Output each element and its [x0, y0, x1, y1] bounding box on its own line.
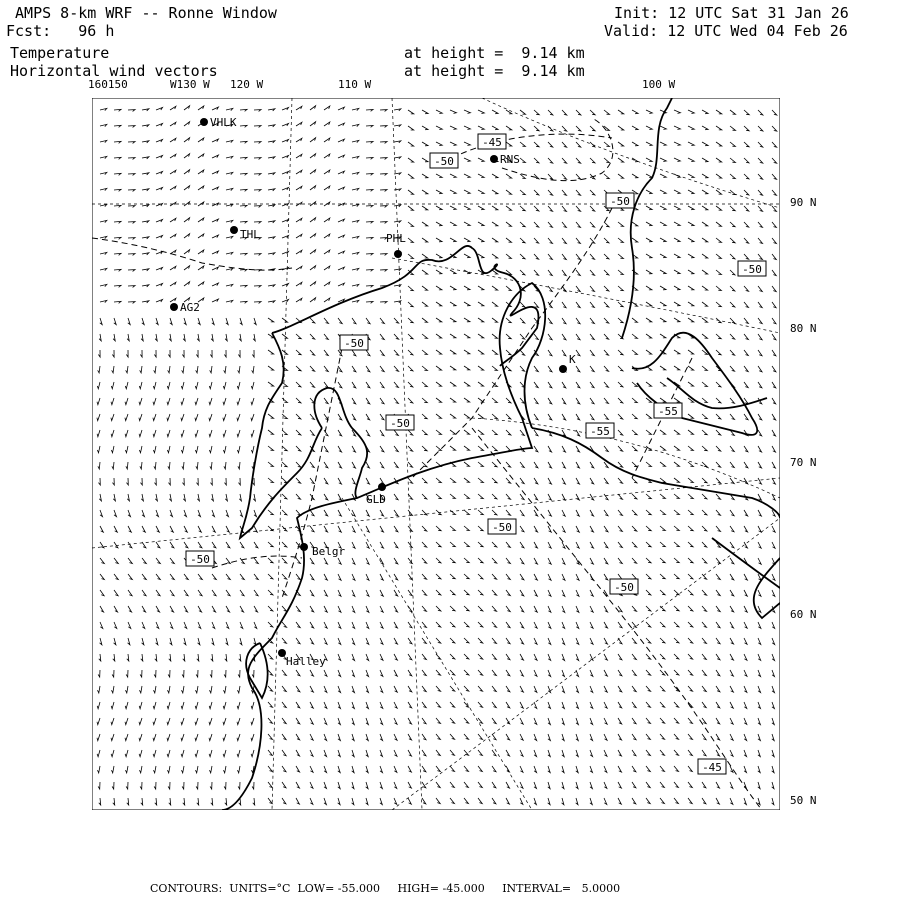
contour-label: -50	[344, 337, 364, 350]
lat-label: 70 N	[790, 456, 817, 469]
lat-label: 80 N	[790, 322, 817, 335]
station-dot	[394, 250, 402, 258]
station-label: RNS	[500, 153, 520, 166]
fcst-value: 96 h	[78, 22, 115, 40]
station-dot	[230, 226, 238, 234]
contour-label: -50	[614, 581, 634, 594]
station-label: GLD	[366, 493, 386, 506]
init-time: Init: 12 UTC Sat 31 Jan 26	[614, 4, 849, 22]
station-dot	[378, 483, 386, 491]
lat-label: 90 N	[790, 196, 817, 209]
valid-time: Valid: 12 UTC Wed 04 Feb 26	[604, 22, 848, 40]
contour-label: -50	[390, 417, 410, 430]
station-dot	[300, 543, 308, 551]
height-2: at height = 9.14 km	[404, 62, 585, 80]
contour-label: -50	[492, 521, 512, 534]
map-title: AMPS 8-km WRF -- Ronne Window	[6, 4, 277, 22]
field-name-1: Temperature	[10, 44, 110, 62]
station-label: Halley	[286, 655, 326, 668]
station-label: THL	[240, 228, 260, 241]
lat-label: 50 N	[790, 794, 817, 807]
field-name-2: Horizontal wind vectors	[10, 62, 218, 80]
station-label: PHL	[386, 232, 406, 245]
station-dot	[170, 303, 178, 311]
station-label: VHLK	[210, 116, 237, 129]
forecast-label	[6, 22, 114, 40]
station-label: AG2	[180, 301, 200, 314]
station-dot	[200, 118, 208, 126]
map-panel	[92, 98, 780, 810]
contour-label: -50	[610, 195, 630, 208]
contour-label: -55	[590, 425, 610, 438]
lon-label: 160150	[88, 78, 128, 91]
lon-label: 100 W	[642, 78, 676, 91]
station-dot	[559, 365, 567, 373]
height-1: at height = 9.14 km	[404, 44, 585, 62]
lat-label: 60 N	[790, 608, 817, 621]
contour-label: -45	[702, 761, 722, 774]
station-label: Belgr	[312, 545, 346, 558]
contour-label: -45	[482, 136, 502, 149]
contour-label: -50	[190, 553, 210, 566]
lon-label: 120 W	[230, 78, 264, 91]
contour-label: -50	[434, 155, 454, 168]
lon-label: 110 W	[338, 78, 372, 91]
contour-label: -55	[658, 405, 678, 418]
station-label: K	[569, 353, 576, 366]
station-dot	[490, 155, 498, 163]
fcst-label: Fcst:	[6, 22, 52, 40]
lon-label: W130 W	[170, 78, 210, 91]
contour-info: CONTOURS: UNITS=°C LOW= -55.000 HIGH= -45.000 INTERVAL= 5.0000	[150, 882, 621, 895]
station-dot	[278, 649, 286, 657]
contour-label: -50	[742, 263, 762, 276]
